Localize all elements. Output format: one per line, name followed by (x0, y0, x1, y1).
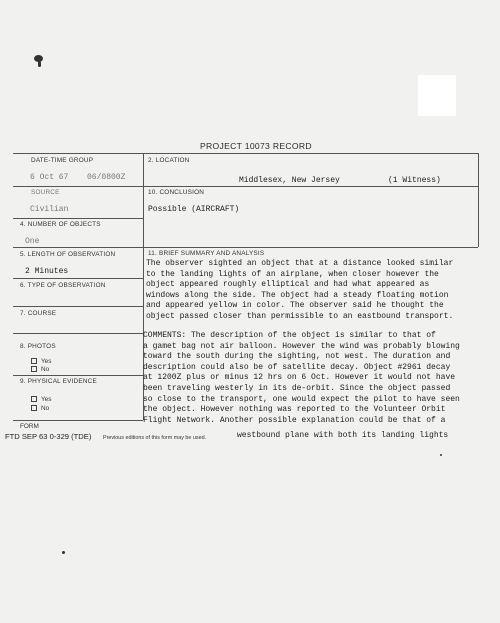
comments-line: description could also be of satellite decay. Object #2961 decay (143, 362, 451, 372)
previous-editions-note: Previous editions of this form may be used. (103, 435, 207, 441)
redaction-box (418, 75, 456, 116)
form-rule (13, 306, 143, 307)
evidence-no-option (31, 405, 49, 412)
photos-yes-option (31, 358, 51, 365)
comments-continuation: westbound plane with both its landing lights (237, 431, 449, 440)
form-rule (13, 218, 143, 219)
number-of-objects-value: One (25, 237, 40, 246)
form-rule (13, 186, 478, 187)
physical-evidence-label: 9. PHYSICAL EVIDENCE (20, 378, 97, 385)
form-rule (13, 278, 143, 279)
form-rule (143, 247, 478, 248)
comments-line: COMMENTS: The description of the object is similar to that of (143, 331, 436, 340)
comments-line: a gamet bag not air balloon. However the wind was probably blowing (143, 341, 460, 351)
witness-count: (1 Witness) (388, 176, 441, 185)
conclusion-value: Possible (AIRCRAFT) (148, 205, 240, 214)
option-label: No (41, 405, 50, 412)
dust-speck (62, 551, 65, 554)
source-label: SOURCE (31, 189, 60, 196)
comments-line: the object. However nothing was reported to the Volunteer Orbit (143, 405, 446, 415)
photos-label: 8. PHOTOS (20, 343, 56, 350)
checkbox (31, 366, 37, 372)
summary-line: windows along the side. The object had a steady floating motion (146, 290, 449, 300)
location-label: 2. LOCATION (148, 157, 190, 164)
conclusion-label: 10. CONCLUSION (148, 189, 205, 196)
option-label: Yes (41, 396, 52, 403)
evidence-yes-option (31, 396, 51, 403)
comments-text (143, 331, 481, 426)
date-value: 6 Oct 67 (30, 173, 69, 182)
summary-line: and appeared yellow in color. The observer said he thought the (146, 301, 444, 311)
option-label: Yes (41, 358, 52, 365)
form-label: FORM (20, 423, 39, 430)
form-rule (13, 375, 143, 376)
form-id: FTD SEP 63 0-329 (TDE) (5, 432, 92, 441)
summary-line: object passed closer than permissible to an eastbound transport. (146, 311, 454, 321)
form-rule (13, 420, 143, 421)
location-value: Middlesex, New Jersey (239, 176, 340, 185)
form-rule (478, 153, 479, 247)
form-rule (13, 247, 143, 248)
time-value: 06/0800Z (87, 173, 126, 182)
source-value: Civilian (30, 205, 69, 214)
date-time-group-label: DATE-TIME GROUP (31, 157, 94, 164)
photos-no-option (31, 366, 49, 373)
form-rule (13, 333, 143, 334)
page-title: PROJECT 10073 RECORD (200, 141, 312, 151)
number-of-objects-label: 4. NUMBER OF OBJECTS (20, 221, 101, 228)
checkbox (31, 396, 37, 402)
comments-line: so close to the transport, one would expect the pilot to have seen (143, 394, 460, 404)
length-of-observation-value: 2 Minutes (25, 267, 69, 276)
form-rule (13, 153, 478, 154)
summary-line: object appeared roughly elliptical and had what appeared as (146, 280, 430, 290)
summary-text (146, 259, 481, 323)
type-of-observation-label: 6. TYPE OF OBSERVATION (20, 282, 106, 289)
option-label: No (41, 366, 50, 373)
record-form (13, 153, 478, 423)
checkbox (31, 405, 37, 411)
course-label: 7. COURSE (20, 310, 57, 317)
summary-line: to the landing lights of an airplane, when closer however the (146, 269, 439, 279)
summary-line: The observer sighted an object that at a distance looked similar (146, 259, 454, 268)
comments-line: toward the south during the sighting, not west. The duration and (143, 352, 451, 362)
dust-speck (440, 454, 442, 456)
summary-label: 11. BRIEF SUMMARY AND ANALYSIS (148, 250, 265, 257)
comments-line: been traveling westerly in its de-orbit. Since the object passed (143, 383, 451, 393)
checkbox (31, 358, 37, 364)
comments-line: at 1200Z plus or minus 12 hrs on 6 Oct. However it would not have (143, 373, 456, 383)
length-of-observation-label: 5. LENGTH OF OBSERVATION (20, 251, 116, 258)
comments-line: Flight Network. Another possible explanation could be that of a (143, 415, 446, 425)
ink-blot (38, 61, 41, 67)
